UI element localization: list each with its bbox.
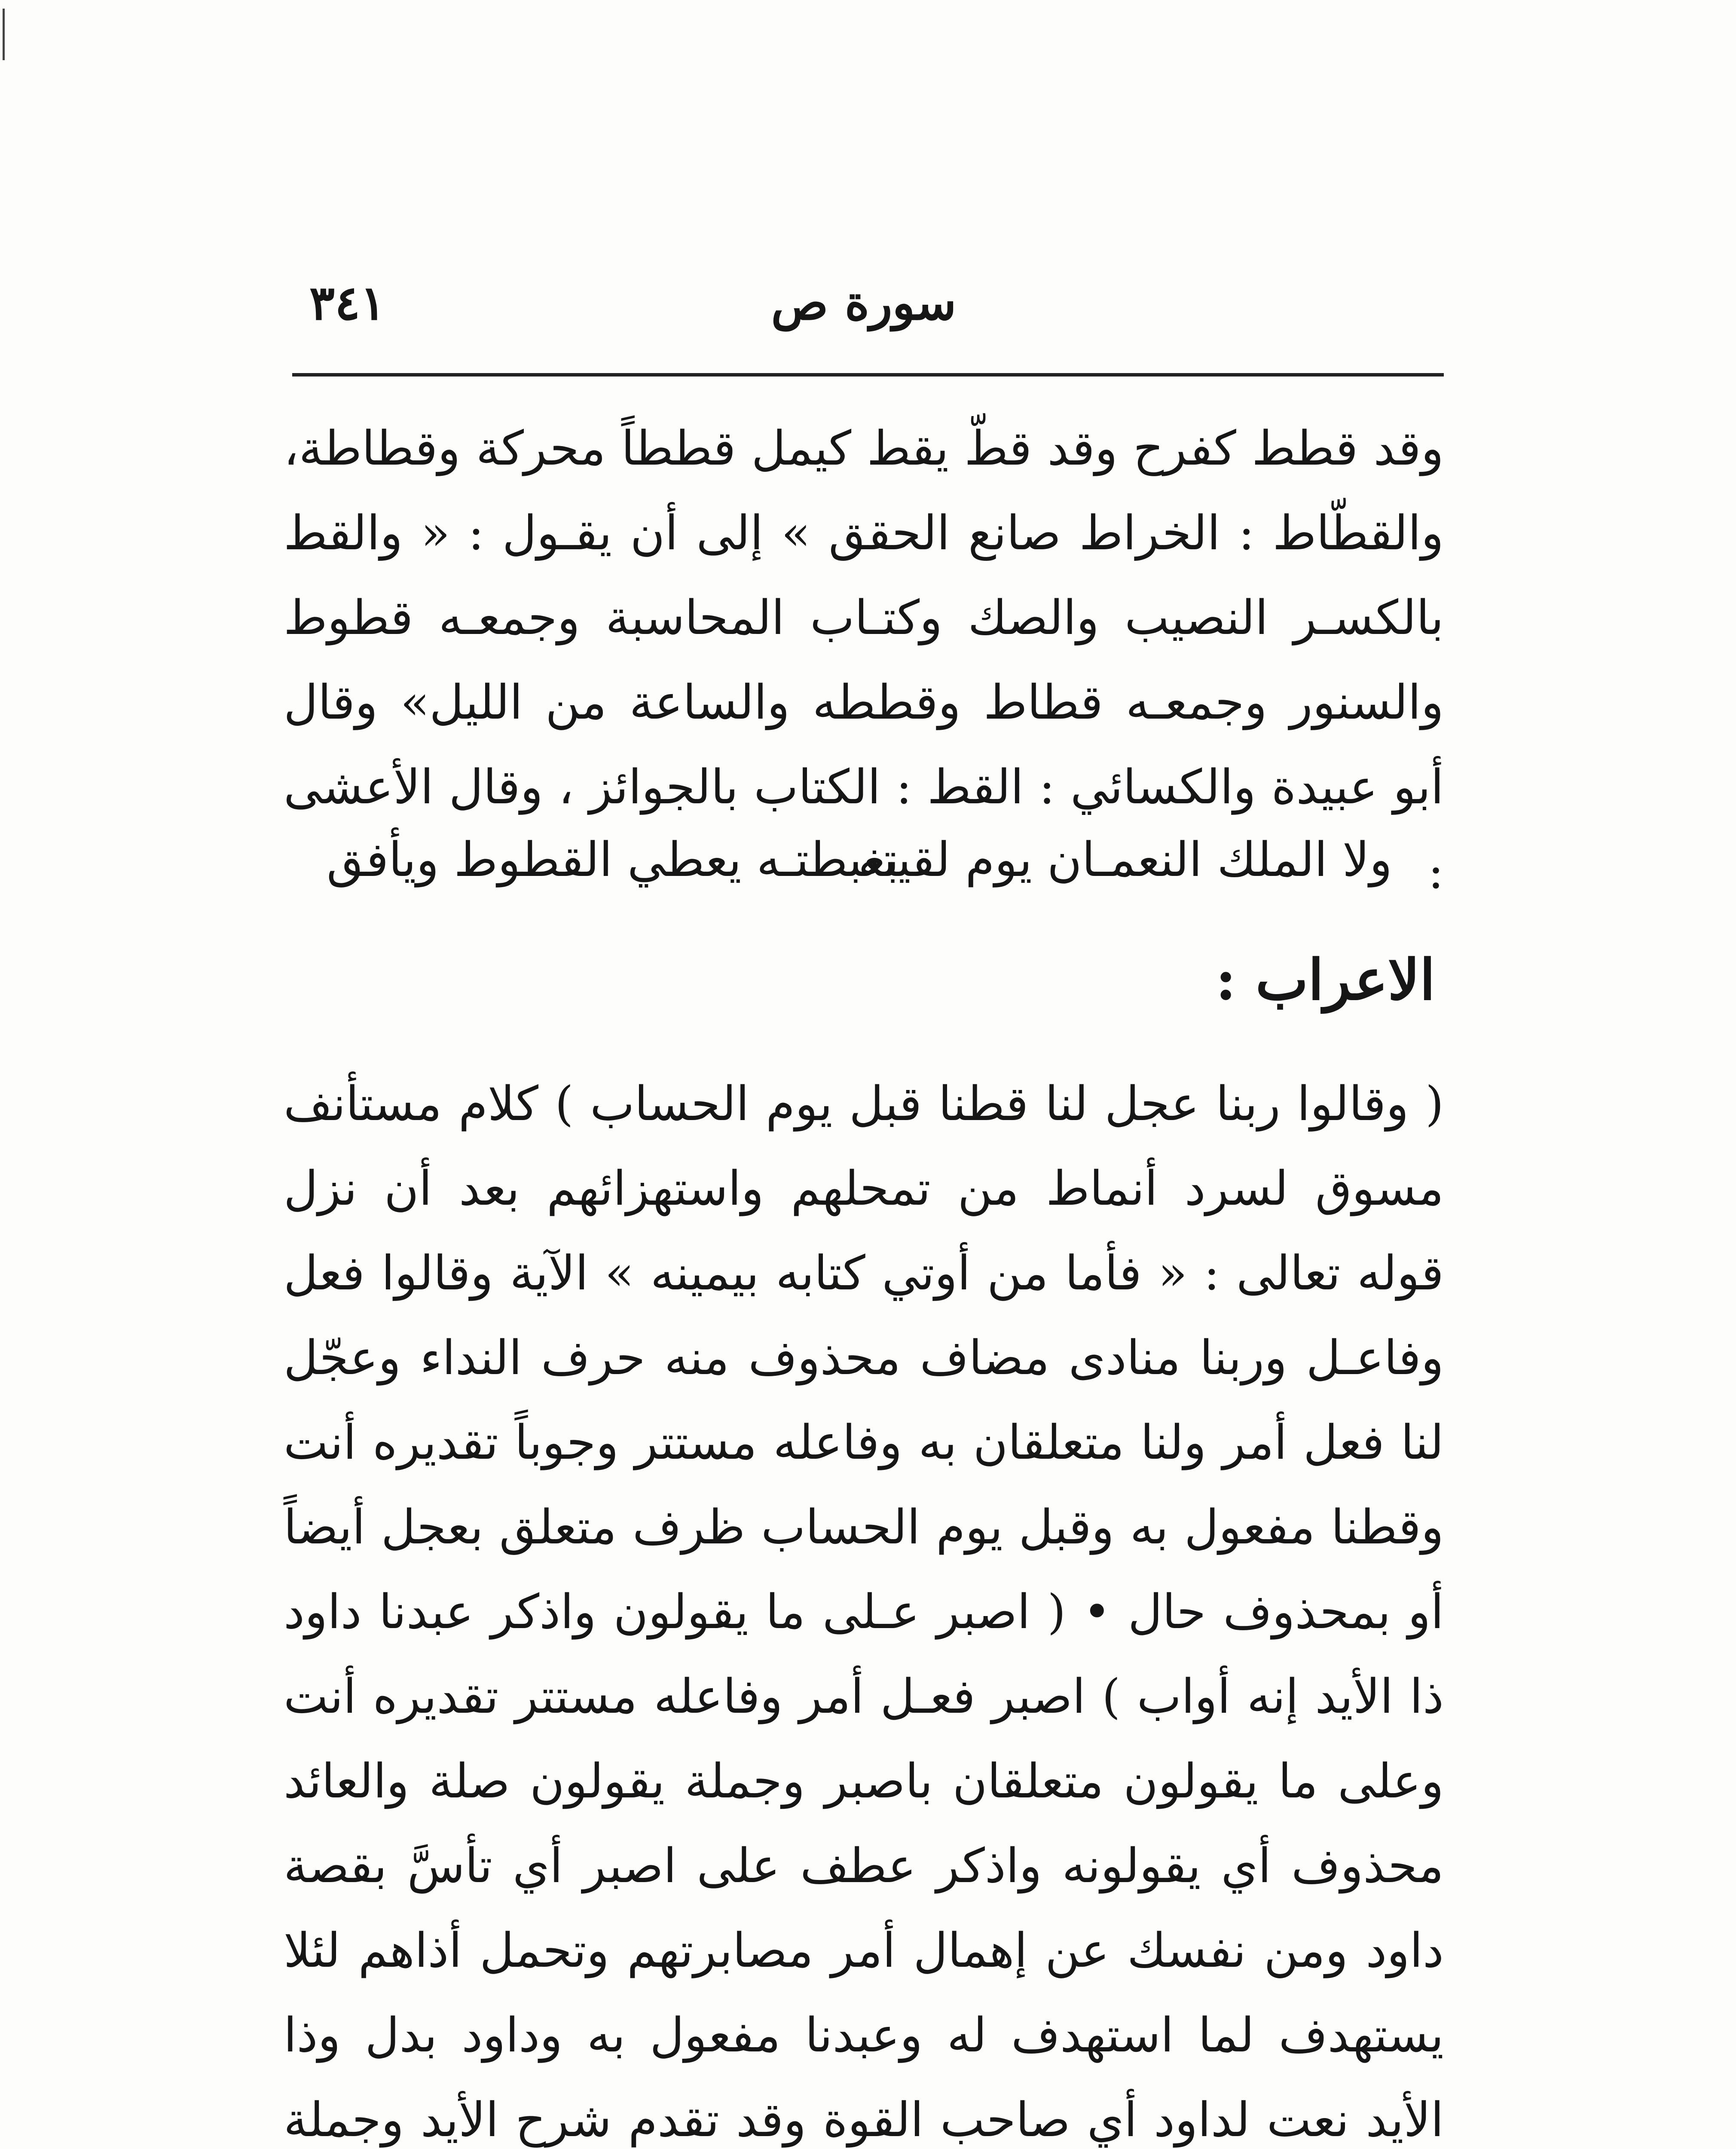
page-number: ٣٤١ <box>309 275 386 331</box>
section-heading: الاعراب : <box>1215 947 1435 1013</box>
page-header <box>284 266 1444 352</box>
poetry-first-hemistich: ولا الملك النعمـان يوم لقيته <box>858 832 1392 887</box>
poetry-second-hemistich: بغبطتـه يعطي القطوط ويأفق <box>327 832 899 887</box>
page-edge-mark <box>3 9 5 60</box>
header-rule <box>292 373 1444 377</box>
surah-title: سورة ص <box>771 275 957 331</box>
lexical-paragraph: وقد قطط كفرح وقد قطّ يقط كيمل قططاً محركة وقطاطة، والقطّاط : الخراط صانع الحقق » إلى أن يقـول : « والقط بالكسـر النصيب والصك وكتـاب المحاسبة وجمعـه قطوط والسنور وجمعـه قطاط وقططه والساعة من الليل» وقال أبو عبيدة والكسائي : القط : الكتاب بالجوائز ، وقال الأعشى : <box>284 421 1444 899</box>
poetry-verse <box>327 817 1392 903</box>
irab-block-1 <box>284 1062 1444 2149</box>
irab-paragraph-1: ( وقالوا ربنا عجل لنا قطنا قبل يوم الحساب ) كلام مستأنف مسوق لسرد أنماط من تمحلهم واستهزائهم بعد أن نزل قوله تعالى : « فأما من أوتي كتابه بيمينه » الآية وقالوا فعل وفاعـل وربنا منادى مضاف محذوف منه حرف النداء وعجّل لنا فعل أمر ولنا متعلقان به وفاعله مستتر وجوباً تقديره أنت وقطنا مفعول به وقبل يوم الحساب ظرف متعلق بعجل أيضاً أو بمحذوف حال • ( اصبر عـلى ما يقولون واذكر عبدنا داود ذا الأيد إنه أواب ) اصبر فعـل أمر وفاعله مستتر تقديره أنت وعلى ما يقولون متعلقان باصبر وجملة يقولون صلة والعائد محذوف أي يقولونه واذكر عطف على اصبر أي تأسَّ بقصة داود ومن نفسك عن إهمال أمر مصابرتهم وتحمل أذاهم لئلا يستهدف لما استهدف له وعبدنا مفعول به وداود بدل وذا الأيد نعت لداود أي صاحب القوة وقد تقدم شرح الأيد وجملة <box>284 1076 1444 2147</box>
